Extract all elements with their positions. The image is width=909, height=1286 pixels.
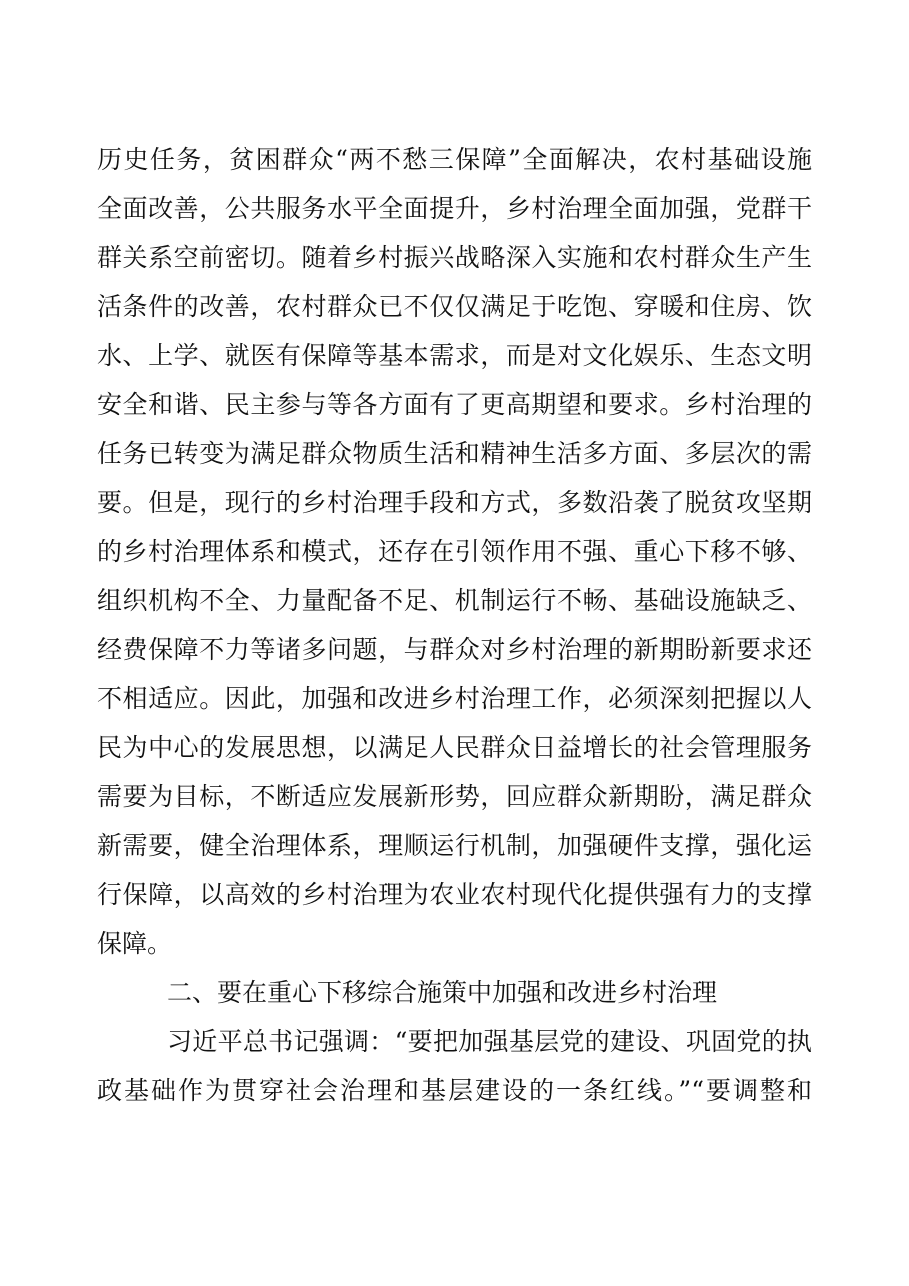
text-line: 不相适应。因此，加强和改进乡村治理工作，必须深刻把握以人: [97, 684, 812, 713]
text-line: 新需要，健全治理体系，理顺运行机制，加强硬件支撑，强化运: [97, 831, 812, 860]
text-line: 要。但是，现行的乡村治理手段和方式，多数沿袭了脱贫攻坚期: [97, 488, 812, 517]
text-line: 历史任务，贫困群众“两不愁三保障”全面解决，农村基础设施: [97, 145, 812, 174]
text-line: 政基础作为贯穿社会治理和基层建设的一条红线。”“要调整和: [97, 1076, 812, 1105]
text-line: 任务已转变为满足群众物质生活和精神生活多方面、多层次的需: [97, 439, 812, 468]
text-line: 组织机构不全、力量配备不足、机制运行不畅、基础设施缺乏、: [97, 586, 812, 615]
text-line: 全面改善，公共服务水平全面提升，乡村治理全面加强，党群干: [97, 194, 812, 223]
text-line: 安全和谐、民主参与等各方面有了更高期望和要求。乡村治理的: [97, 390, 812, 419]
text-line: 习近平总书记强调：“要把加强基层党的建设、巩固党的执: [167, 1027, 812, 1056]
text-line: 的乡村治理体系和模式，还存在引领作用不强、重心下移不够、: [97, 537, 812, 566]
text-line: 保障。: [97, 929, 173, 958]
text-line: 活条件的改善，农村群众已不仅仅满足于吃饱、穿暖和住房、饮: [97, 292, 812, 321]
text-line: 经费保障不力等诸多问题，与群众对乡村治理的新期盼新要求还: [97, 635, 812, 664]
text-line: 水、上学、就医有保障等基本需求，而是对文化娱乐、生态文明: [97, 341, 812, 370]
text-line: 需要为目标，不断适应发展新形势，回应群众新期盼，满足群众: [97, 782, 812, 811]
text-line: 行保障，以高效的乡村治理为农业农村现代化提供强有力的支撑: [97, 880, 812, 909]
section-heading: 二、要在重心下移综合施策中加强和改进乡村治理: [167, 978, 718, 1007]
text-line: 群关系空前密切。随着乡村振兴战略深入实施和农村群众生产生: [97, 243, 812, 272]
text-line: 民为中心的发展思想，以满足人民群众日益增长的社会管理服务: [97, 733, 812, 762]
